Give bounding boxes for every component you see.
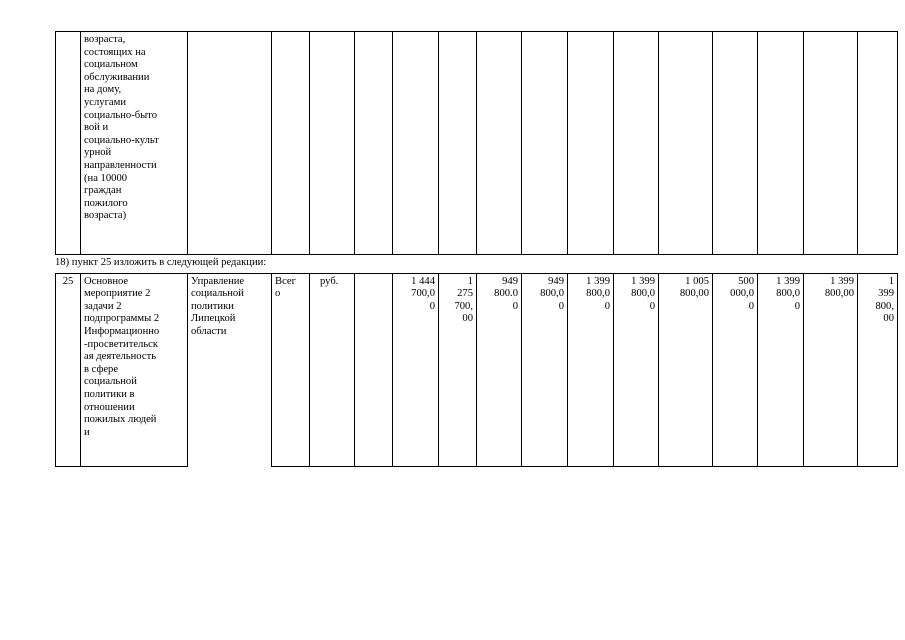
activity-text-line: задачи 2 <box>84 300 122 312</box>
funding-value-line: 1 399 <box>586 275 610 287</box>
indicator-text-line: возраста) <box>84 210 127 222</box>
funding-value-line: 500 <box>738 275 754 287</box>
funding-value-line: 949 <box>502 275 518 287</box>
funding-value-line: 0 <box>649 300 655 312</box>
indicator-text-line: социальном <box>84 59 138 71</box>
cell-activity-name <box>81 273 188 466</box>
funding-value-line: 275 <box>457 288 473 300</box>
activity-text-line: пожилых людей <box>84 414 157 426</box>
activity-text-line: мероприятие 2 <box>84 288 151 300</box>
executor-text-line: социальной <box>191 288 244 300</box>
cell-funding-value <box>758 273 804 466</box>
cell-value <box>659 32 713 255</box>
funding-value-line: 1 <box>467 275 473 287</box>
cell-unit: руб. <box>310 273 355 466</box>
indicator-text-line: услугами <box>84 96 127 108</box>
funding-value-line: 800,0 <box>586 288 610 300</box>
cell-number: 25 <box>56 273 81 466</box>
executor-text-line: Липецкой <box>191 313 236 325</box>
executor-text-line: области <box>191 325 227 337</box>
cell-value <box>858 32 898 255</box>
document-page <box>55 31 897 467</box>
activity-text-line: Основное <box>84 275 129 287</box>
funding-value-line: 949 <box>548 275 564 287</box>
funding-value-line: 0 <box>429 300 435 312</box>
cell-source <box>272 273 310 466</box>
funding-value-line: 399 <box>878 288 894 300</box>
continued-table <box>55 31 898 255</box>
cell-funding-value <box>614 273 659 466</box>
cell-value <box>477 32 522 255</box>
funding-value-line: 700, <box>454 300 473 312</box>
funding-value-line: 00 <box>883 313 894 325</box>
table-row-continued <box>56 32 898 255</box>
cell-empty <box>355 273 393 466</box>
funding-value-line: 0 <box>512 300 518 312</box>
activity-text-line: Информационно <box>84 325 160 337</box>
funding-value-line: 000,0 <box>730 288 754 300</box>
cell-funding-value <box>393 273 439 466</box>
cell-executor <box>188 32 272 255</box>
indicator-text-line: (на 10000 <box>84 172 128 184</box>
indicator-text-line: состоящих на <box>84 46 146 58</box>
indicator-text-line: возраста, <box>84 34 126 45</box>
indicator-text-line: урной <box>84 147 112 159</box>
cell-funding-value <box>522 273 568 466</box>
funding-value-line: 0 <box>604 300 610 312</box>
cell-funding-value <box>477 273 522 466</box>
cell-value <box>439 32 477 255</box>
indicator-text-line: граждан <box>84 185 122 197</box>
activity-text-line: подпрограммы 2 <box>84 313 160 325</box>
table-row-25 <box>56 273 898 466</box>
funding-value-line: 00 <box>462 313 473 325</box>
source-text-line: о <box>275 288 281 300</box>
indicator-text-line: направленности <box>84 159 157 171</box>
activity-text-line: политики в <box>84 388 135 400</box>
funding-value-line: 1 399 <box>631 275 655 287</box>
indicator-text-line: социально-быто <box>84 109 158 121</box>
funding-value-line: 0 <box>748 300 754 312</box>
cell-funding-value <box>713 273 758 466</box>
cell-funding-value <box>858 273 898 466</box>
funding-value-line: 0 <box>558 300 564 312</box>
funding-value-line: 0 <box>794 300 800 312</box>
cell-number <box>56 32 81 255</box>
cell-value <box>758 32 804 255</box>
funding-value-line: 800,0 <box>540 288 564 300</box>
cell-funding-value <box>568 273 614 466</box>
funding-value-line: 1 444 <box>411 275 435 287</box>
cell-value <box>804 32 858 255</box>
funding-value-line: 800, <box>875 300 894 312</box>
executor-text-line: Управление <box>191 275 245 287</box>
funding-value-line: 800,0 <box>776 288 800 300</box>
cell-unit <box>310 32 355 255</box>
cell-value <box>614 32 659 255</box>
indicator-text-line: пожилого <box>84 197 128 209</box>
funding-value-line: 1 399 <box>830 275 854 287</box>
cell-value <box>713 32 758 255</box>
cell-value <box>393 32 439 255</box>
activity-text-line: и <box>84 426 90 438</box>
funding-value-line: 1 <box>888 275 894 287</box>
cell-funding-value <box>659 273 713 466</box>
activity-text-line: ая деятельность <box>84 351 157 363</box>
cell-value <box>568 32 614 255</box>
funding-value-line: 1 005 <box>685 275 709 287</box>
indicator-text-line: социально-культ <box>84 134 159 146</box>
funding-value-line: 800,0 <box>631 288 655 300</box>
funding-value-line: 800,00 <box>824 288 854 300</box>
funding-value-line: 1 399 <box>776 275 800 287</box>
activity-text-line: социальной <box>84 376 137 388</box>
indicator-text-line: на дому, <box>84 84 122 96</box>
activity-text-line: отношении <box>84 401 135 413</box>
amendment-note: 18) пункт 25 изложить в следующей редакции: <box>55 257 267 268</box>
cell-executor <box>188 273 272 466</box>
cell-funding-value <box>804 273 858 466</box>
activity-text-line: в сфере <box>84 363 119 375</box>
funding-value-line: 800.0 <box>494 288 518 300</box>
cell-indicator-name <box>81 32 188 255</box>
row25-table <box>55 273 898 467</box>
funding-value-line: 800,00 <box>679 288 709 300</box>
source-text-line: Всег <box>275 275 296 287</box>
cell-funding-value <box>439 273 477 466</box>
activity-text-line: -просветительск <box>84 338 158 350</box>
indicator-text-line: вой и <box>84 122 109 134</box>
cell-empty <box>355 32 393 255</box>
cell-value <box>522 32 568 255</box>
executor-text-line: политики <box>191 300 234 312</box>
indicator-text-line: обслуживании <box>84 71 150 83</box>
funding-value-line: 700,0 <box>411 288 435 300</box>
cell-source <box>272 32 310 255</box>
